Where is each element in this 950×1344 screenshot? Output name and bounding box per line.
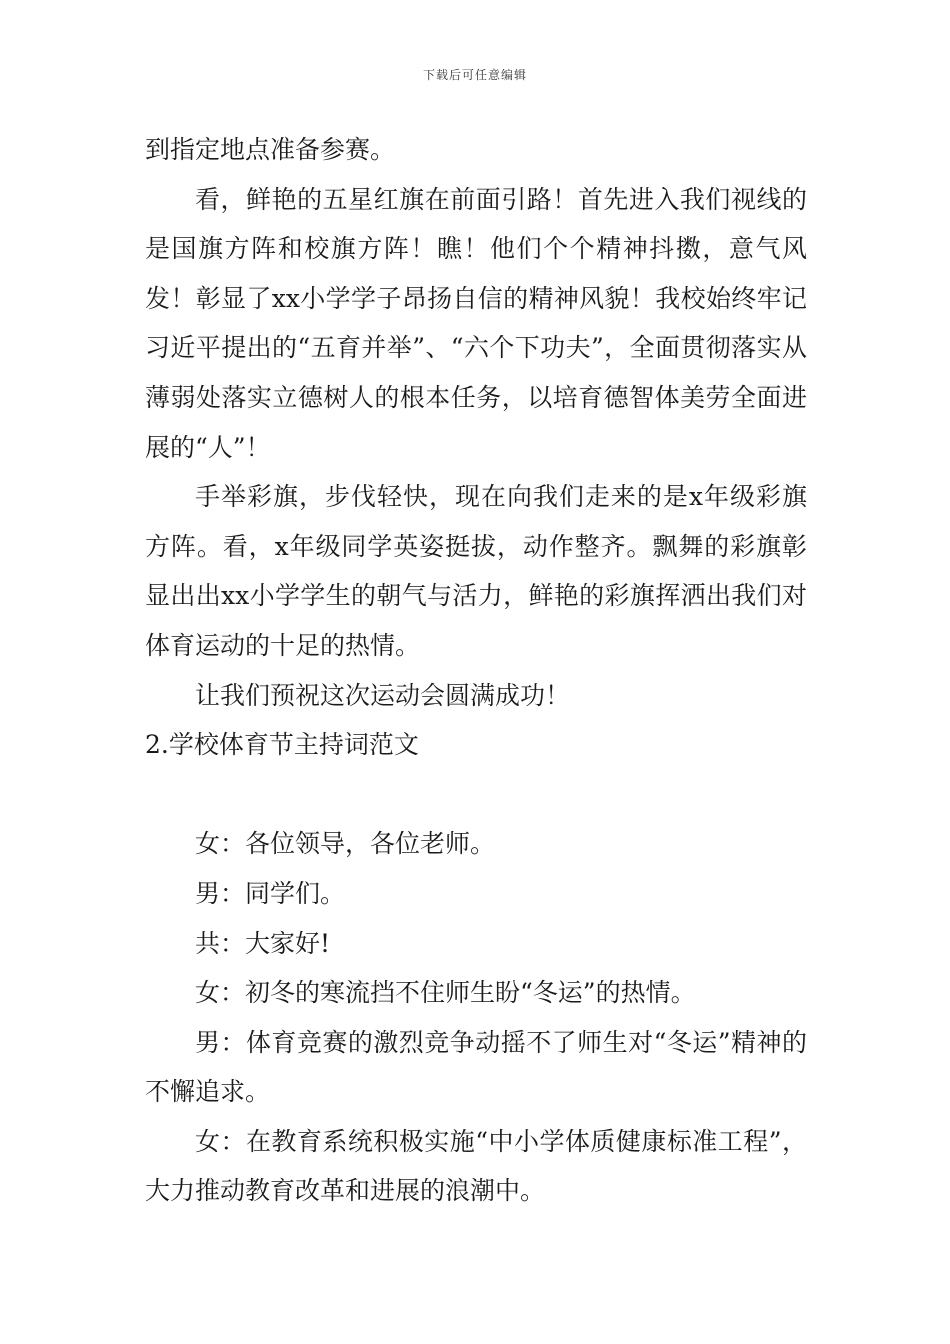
paragraph-continued: 到指定地点准备参赛。 xyxy=(145,135,396,164)
section-heading: 2.学校体育节主持词范文 xyxy=(145,730,419,760)
dialog-line: 男：同学们。 xyxy=(195,878,346,908)
dialog-line: 女：各位领导，各位老师。 xyxy=(195,829,496,859)
paragraph-color-flags: 手举彩旗，步伐轻快，现在向我们走来的是x年级彩旗方阵。看，x年级同学英姿挺拔，动作整齐。飘舞的彩旗彰显出出xx小学学生的朝气与活力，鲜艳的彩旗挥洒出我们对体育运动的十足的热情。 xyxy=(145,482,807,660)
blank-line xyxy=(145,770,807,820)
dialog-line: 女：初冬的寒流挡不住师生盼“冬运”的热情。 xyxy=(195,978,696,1008)
paragraph-flag-parade: 看，鲜艳的五星红旗在前面引路！首先进入我们视线的是国旗方阵和校旗方阵！瞧！他们个个精神抖擞，意气风发！彰显了xx小学学子昂扬自信的精神风貌！我校始终牢记习近平提出的“五育并举”、“六个下功夫”，全面贯彻落实从薄弱处落实立德树人的根本任务，以培育德智体美劳全面进展的“人”！ xyxy=(145,184,807,462)
dialog-line: 男：体育竞赛的激烈竞争动摇不了师生对“冬运”精神的不懈追求。 xyxy=(145,1027,807,1107)
dialog-line: 女：在教育系统积极实施“中小学体质健康标准工程”，大力推动教育改革和进展的浪潮中。 xyxy=(145,1126,807,1206)
paragraph-wish: 让我们预祝这次运动会圆满成功！ xyxy=(195,680,571,710)
dialog-line: 共：大家好! xyxy=(195,928,331,958)
document-body xyxy=(145,125,807,1216)
page-header: 下载后可任意编辑 xyxy=(422,68,527,82)
